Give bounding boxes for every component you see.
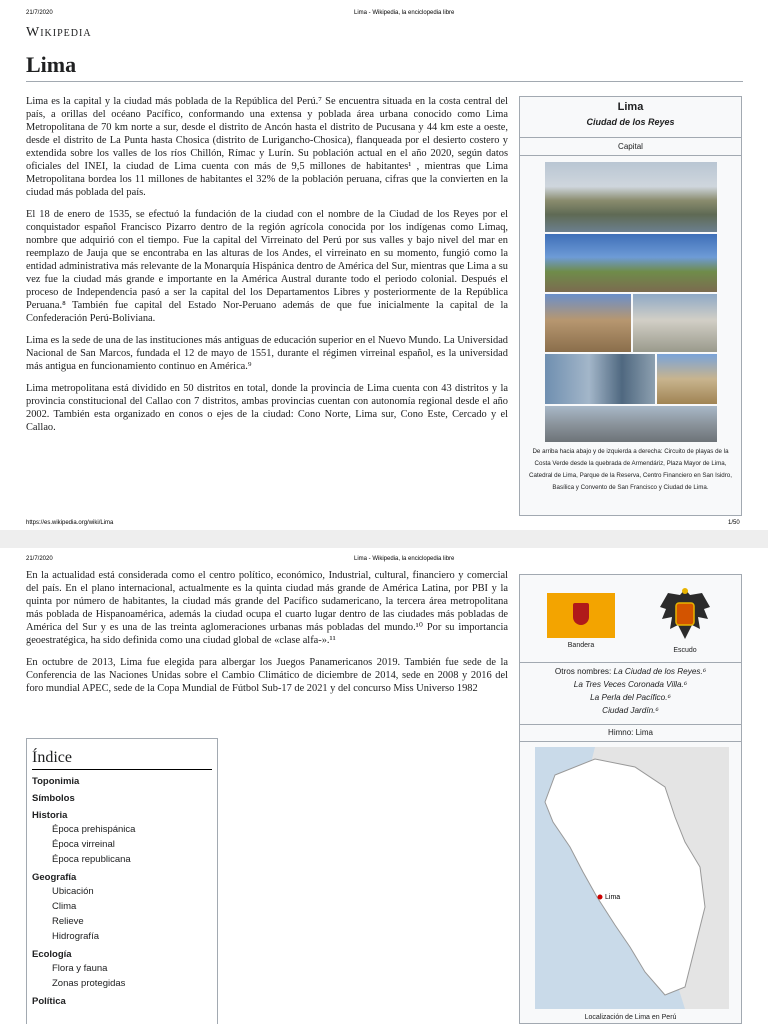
title-divider	[26, 81, 743, 82]
print-page-2	[0, 548, 768, 1024]
print-date: 21/7/2020	[26, 556, 53, 562]
wikipedia-wordmark[interactable]: Wikipedia	[26, 25, 92, 40]
infobox-subtitle: Ciudad de los Reyes	[586, 117, 675, 127]
paragraph-university: Lima es la sede de una de las instituciones más antiguas de educación superior en el Nuevo Mundo. La Universidad Nacional de San Marcos, fundada el 12 de mayo de 1551, durante el régimen virreinal español, es la universidad más antigua en funcionamiento continuo en América.⁹	[26, 335, 508, 372]
coat-of-arms-icon[interactable]	[658, 585, 712, 647]
toc-item[interactable]: Geografía	[32, 872, 77, 883]
toc-item[interactable]: Política	[32, 996, 66, 1007]
anthem-row[interactable]: Himno: Lima	[608, 728, 653, 737]
print-header-title: Lima - Wikipedia, la enciclopedia libre	[354, 556, 455, 562]
toc-subitem[interactable]: Clima	[52, 901, 77, 912]
paragraph-intro: Lima es la capital y la ciudad más poblada de la República del Perú.⁷ Se encuentra situada en la costa central del país, a orillas del océano Pacífico, conformando una extensa y poblada área urbana conocido como Lima Metropolitana de 70 km norte a sur, desde el distrito de Ancón hasta el distrito de Pucusana y 44 km este a oeste, desde el distrito de La Punta hasta Chosica (distrito de Lurigancho-Chosica), flanqueada por el desierto costero y extendida sobre los valles de los ríos Chillón, Rímac y Lurín. Su población actual en el año 2020, según datos oficiales del INEI, la ciudad de Lima cuenta con más de 9,5 millones de habitantes¹ , mientras que Lima Metropolitana bordea los 11 millones de habitantes el 32% de la población peruana, cifras que la convierten en la ciudad más poblada del país.	[26, 96, 508, 198]
photo-ciudad-lima[interactable]	[545, 406, 717, 442]
coat-of-arms-label[interactable]: Escudo	[673, 647, 697, 654]
toc-subitem[interactable]: Hidrografía	[52, 931, 99, 942]
infobox-divider	[520, 662, 741, 663]
infobox-divider	[520, 741, 741, 742]
photo-plaza-mayor[interactable]	[545, 234, 717, 292]
table-of-contents	[26, 738, 218, 1024]
other-names	[520, 665, 741, 717]
flag-emblem-icon	[573, 603, 589, 625]
flag-label[interactable]: Bandera	[567, 642, 595, 649]
photo-catedral[interactable]	[545, 294, 631, 352]
toc-subitem[interactable]: Ubicación	[52, 886, 94, 897]
infobox-title: Lima	[617, 101, 644, 113]
toc-subitem[interactable]: Época republicana	[52, 854, 131, 865]
article-title: Lima	[26, 52, 77, 77]
photo-centro-financiero[interactable]	[545, 354, 655, 404]
article-body-page1	[26, 95, 508, 443]
toc-subitem[interactable]: Época prehispánica	[52, 824, 136, 835]
toc-item[interactable]: Símbolos	[32, 793, 75, 804]
peru-location-map[interactable]	[535, 747, 729, 1009]
paragraph-relevance: En la actualidad está considerada como el centro político, económico, Industrial, cultural, financiero y comercial del país. En el plano internacional, actualmente es la quinta ciudad más grande de América Latina, por PBI y la quinta por número de habitantes, la ciudad más grande del Pacífico sudamericano, la tercera área metropolitana más poblada de Hispanoamérica, además la ciudad ocupa el cuarto lugar dentro de las ciudades más pobladas de América del Sur y es una de las treinta aglomeraciones urbanas más pobladas del mundo.¹⁰ Por su importancia geoestratégica, ha sido definida como una ciudad global de «clase alfa-».¹¹	[26, 570, 508, 646]
collage-caption: De arriba hacia abajo y de izquierda a derecha: Circuito de playas de la Costa Verde desde la quebrada de Armendáriz, Plaza Mayor de Lima, Catedral de Lima, Parque de la Reserva, Centro Financiero en San Isidro, Basílica y Convento de San Francisco y Ciudad de Lima.	[529, 448, 732, 491]
city-photo-collage[interactable]	[545, 162, 717, 442]
infobox-type[interactable]: Capital	[618, 142, 643, 151]
map-city-label: Lima	[605, 894, 621, 901]
toc-subitem[interactable]: Zonas protegidas	[52, 978, 126, 989]
other-names-label: Otros nombres:	[554, 667, 612, 676]
other-name: Ciudad Jardín.⁶	[602, 706, 659, 715]
print-page-number: 1/50	[728, 520, 740, 526]
page-gap	[0, 530, 768, 548]
infobox-divider	[520, 155, 741, 156]
toc-item[interactable]: Historia	[32, 810, 68, 821]
toc-item[interactable]: Ecología	[32, 949, 72, 960]
photo-san-francisco[interactable]	[657, 354, 717, 404]
infobox-main	[519, 96, 742, 516]
toc-title: Índice	[32, 749, 212, 770]
flag-image[interactable]	[547, 593, 615, 638]
toc-subitem[interactable]: Relieve	[52, 916, 84, 927]
article-body-page2	[26, 569, 508, 704]
map-caption: Localización de Lima en Perú	[584, 1014, 677, 1021]
infobox-divider	[520, 137, 741, 138]
other-name: La Ciudad de los Reyes.⁶	[613, 667, 707, 676]
print-url[interactable]: https://es.wikipedia.org/wiki/Lima	[26, 520, 114, 526]
paragraph-foundation: El 18 de enero de 1535, se efectuó la fundación de la ciudad con el nombre de la Ciudad de los Reyes por el conquistador español Francisco Pizarro dentro de la región agrícola conocida por los indígenas como Limaq, nombre que adquirió con el tiempo. Fue la capital del Virreinato del Perú por sus valles y bajo nivel del mar en reemplazo de Jauja que se encontraba en las alturas de los Andes, el virreinato en su momento, fungió como la entidad administrativa más relevante de la Monarquía Hispánica dentro de América del Sur, mientras que Lima a su vez fue la ciudad más grande e importante en la América Austral durante todo el periodo colonial. Después el proceso de Independencia pasó a ser la capital del los Departamentos Libres y posteriormente de la República Peruana.⁸ También fue capital del Estado Nor-Peruano además de que fue inicialmente la capital de la Confederación Perú-Boliviana.	[26, 209, 508, 324]
print-header-title: Lima - Wikipedia, la enciclopedia libre	[354, 10, 455, 16]
other-name: La Tres Veces Coronada Villa.⁶	[573, 680, 688, 689]
infobox-symbols	[519, 574, 742, 1024]
toc-item[interactable]: Toponimia	[32, 776, 80, 787]
paragraph-districts: Lima metropolitana está dividido en 50 distritos en total, donde la provincia de Lima cuenta con 43 distritos y la provincia constitucional del Callao con 7 distritos, ambas provincias cuentan con autonomía regional desde el año 2002. También esta organizado en conos o ejes de la ciudad: Cono Norte, Lima sur, Cono Este, Cercado y el Callao.	[26, 383, 508, 433]
infobox-divider	[520, 724, 741, 725]
paragraph-events: En octubre de 2013, Lima fue elegida para albergar los Juegos Panamericanos 2019. También fue sede de la Conferencia de las Naciones Unidas sobre el Cambio Climático de diciembre de 2014, sede en 2008 y 2016 del foro mundial APEC, sede de la Copa Mundial de Fútbol Sub-17 de 2021 y del concurso Miss Universo 1982	[26, 657, 508, 694]
photo-costa-verde[interactable]	[545, 162, 717, 232]
toc-subitem[interactable]: Época virreinal	[52, 839, 115, 850]
print-date: 21/7/2020	[26, 10, 53, 16]
toc-list	[32, 776, 212, 1008]
other-name: La Perla del Pacífico.⁶	[590, 693, 671, 702]
toc-subitem[interactable]: Flora y fauna	[52, 963, 108, 974]
photo-parque-reserva[interactable]	[633, 294, 717, 352]
